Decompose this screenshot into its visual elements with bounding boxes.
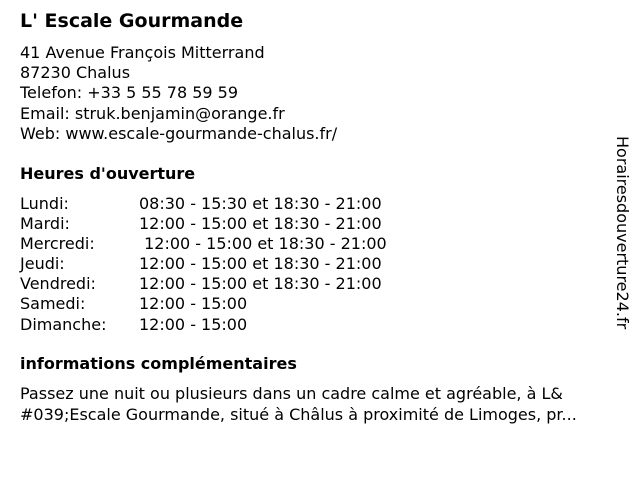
info-heading: informations complémentaires (20, 354, 297, 373)
email-line: Email: struk.benjamin@orange.fr (20, 103, 285, 123)
hours-heading: Heures d'ouverture (20, 164, 196, 183)
hours-row (20, 194, 387, 214)
hours-row (20, 254, 387, 274)
day-label: Mardi: (20, 214, 70, 234)
time-range: 12:00 - 15:00 (139, 314, 248, 334)
hours-row (20, 234, 387, 254)
address-block (20, 43, 337, 144)
hours-row (20, 214, 387, 234)
info-text (20, 383, 632, 425)
time-range: 08:30 - 15:30 et 18:30 - 21:00 (139, 194, 382, 213)
day-label: Dimanche: (20, 314, 107, 334)
day-label: Vendredi: (20, 274, 96, 294)
hours-table (20, 194, 387, 335)
time-range: 12:00 - 15:00 (139, 294, 248, 314)
hours-row (20, 274, 387, 294)
web-line: Web: www.escale-gourmande-chalus.fr/ (20, 123, 338, 143)
day-label: Samedi: (20, 294, 86, 314)
business-name: L' Escale Gourmande (20, 10, 244, 32)
hours-row (20, 294, 387, 314)
day-label: Lundi: (20, 194, 69, 213)
day-label: Jeudi: (20, 254, 65, 274)
time-range: 12:00 - 15:00 et 18:30 - 21:00 (139, 254, 382, 274)
info-line: #039;Escale Gourmande, situé à Châlus à proximité de Limoges, pr... (20, 405, 577, 424)
day-label: Mercredi: (20, 234, 95, 254)
time-range: 12:00 - 15:00 et 18:30 - 21:00 (139, 214, 382, 234)
site-watermark: Horairesdouverture24.fr (613, 136, 632, 330)
time-range: 12:00 - 15:00 et 18:30 - 21:00 (139, 234, 387, 254)
hours-row (20, 315, 387, 335)
city-line: 87230 Chalus (20, 63, 131, 83)
time-range: 12:00 - 15:00 et 18:30 - 21:00 (139, 274, 382, 294)
street-line: 41 Avenue François Mitterrand (20, 43, 265, 62)
phone-line: Telefon: +33 5 55 78 59 59 (20, 83, 239, 103)
info-line: Passez une nuit ou plusieurs dans un cadre calme et agréable, à L& (20, 384, 563, 403)
